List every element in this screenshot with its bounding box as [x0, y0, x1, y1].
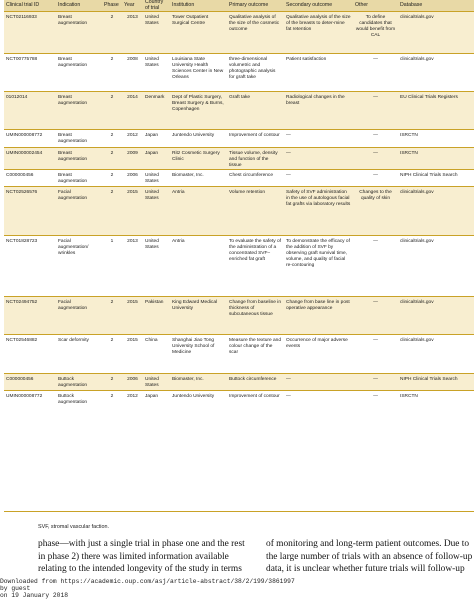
watermark-line: by guest — [0, 585, 31, 593]
cell-institution: Antria — [170, 186, 227, 235]
cell-phase: 2 — [102, 148, 122, 170]
cell-other: — — [353, 54, 398, 92]
body-text-left-column: phase—with just a single trial in phase one and the rest in phase 2) there was limited information available relating to the intended longevity of the study in terms — [38, 539, 245, 575]
cell-phase: 2 — [102, 296, 122, 334]
cell-primary-outcome: Improvement of contour — [227, 390, 284, 407]
table-header-row — [4, 0, 474, 12]
cell-primary-outcome: Graft take — [227, 92, 284, 130]
cell-year: 2009 — [122, 148, 143, 170]
cell-phase: 2 — [102, 373, 122, 390]
cell-trial-id: UMIN000008772 — [4, 390, 56, 407]
cell-secondary-outcome: Qualitative analysis of the size of the breasts to deter-mine fat retention — [284, 12, 353, 54]
watermark-line: Downloaded from https://academic.oup.com/asj/article-abstract/38/2/199/3861997 — [0, 578, 295, 585]
cell-trial-id: NCT02494752 — [4, 296, 56, 334]
cell-indication: Breast augmentation — [56, 12, 102, 54]
cell-secondary-outcome: Patient satisfaction — [284, 54, 353, 92]
table-row — [4, 12, 474, 54]
cell-trial-id: C000000456 — [4, 169, 56, 186]
cell-country: United States — [143, 169, 170, 186]
cell-secondary-outcome: To demonstrate the efficacy of the addition of SVF by observing graft survival time, volume, and quality of facial re-contouring — [284, 235, 353, 296]
cell-database: NIPH Clinical Trials Search — [398, 373, 474, 390]
cell-trial-id: C000000456 — [4, 373, 56, 390]
cell-indication: Buttock augmentation — [56, 390, 102, 407]
cell-indication: Facial augmentation/ wrinkles — [56, 235, 102, 296]
cell-other: — — [353, 169, 398, 186]
table-row — [4, 169, 474, 186]
cell-primary-outcome: Qualitative analysis of the size of the cosmetic outcome — [227, 12, 284, 54]
cell-phase: 2 — [102, 186, 122, 235]
header-primary-outcome: Primary outcome — [229, 1, 269, 8]
cell-country: Denmark — [143, 92, 170, 130]
cell-database: ISRCTN — [398, 390, 474, 407]
cell-database: clinicaltrials.gov — [398, 186, 474, 235]
cell-other: — — [353, 148, 398, 170]
cell-trial-id: 01012014 — [4, 92, 56, 130]
cell-institution: Biomaster, Inc. — [170, 373, 227, 390]
cell-trial-id: NCT02526576 — [4, 186, 56, 235]
cell-phase: 2 — [102, 390, 122, 407]
cell-phase: 2 — [102, 169, 122, 186]
cell-institution: Shanghai Jiao Tong University School of Medicine — [170, 334, 227, 373]
cell-country: Japan — [143, 148, 170, 170]
cell-year: 2015 — [122, 334, 143, 373]
table-row — [4, 92, 474, 130]
header-clinical-trial-id: Clinical trial ID — [6, 1, 40, 8]
table-row — [4, 235, 474, 296]
cell-database: clinicaltrials.gov — [398, 296, 474, 334]
cell-phase: 2 — [102, 130, 122, 148]
cell-other: — — [353, 235, 398, 296]
table-row — [4, 373, 474, 390]
cell-secondary-outcome: — — [284, 148, 353, 170]
table-row — [4, 54, 474, 92]
header-phase: Phase — [104, 1, 119, 8]
cell-phase: 2 — [102, 92, 122, 130]
header-other: Other — [355, 1, 368, 8]
cell-database: NIPH Clinical Trials Search — [398, 169, 474, 186]
cell-other: — — [353, 296, 398, 334]
cell-primary-outcome: Measure the texture and colour change of the scar — [227, 334, 284, 373]
cell-database: clinicaltrials.gov — [398, 12, 474, 54]
cell-indication: Breast augmentation — [56, 130, 102, 148]
table-row — [4, 390, 474, 407]
cell-institution: King Edward Medical University — [170, 296, 227, 334]
watermark-line: on 19 January 2018 — [0, 592, 69, 600]
cell-secondary-outcome: — — [284, 390, 353, 407]
cell-trial-id: NCT02116933 — [4, 12, 56, 54]
cell-year: 2013 — [122, 12, 143, 54]
header-indication: Indication — [58, 1, 81, 8]
cell-phase: 2 — [102, 334, 122, 373]
cell-year: 2008 — [122, 54, 143, 92]
cell-secondary-outcome: — — [284, 373, 353, 390]
cell-indication: Breast augmentation — [56, 92, 102, 130]
cell-primary-outcome: Chest circumference — [227, 169, 284, 186]
cell-other: — — [353, 334, 398, 373]
cell-other: Changes to the quality of skin — [353, 186, 398, 235]
cell-other: — — [353, 373, 398, 390]
cell-trial-id: UMIN000008772 — [4, 130, 56, 148]
cell-institution: Biomaster, Inc. — [170, 169, 227, 186]
cell-secondary-outcome: — — [284, 169, 353, 186]
cell-other: To define candidates that would benefit from CAL — [353, 12, 398, 54]
cell-secondary-outcome: Occurrence of major adverse events — [284, 334, 353, 373]
cell-country: United States — [143, 54, 170, 92]
cell-year: 2012 — [122, 390, 143, 407]
cell-country: Japan — [143, 390, 170, 407]
cell-country: United States — [143, 186, 170, 235]
header-institution: Institution — [172, 1, 195, 8]
cell-trial-id: NCT02546882 — [4, 334, 56, 373]
cell-year: 2015 — [122, 296, 143, 334]
cell-primary-outcome: three-dimensional volumetric and photographic analysis for graft take — [227, 54, 284, 92]
cell-database: clinicaltrials.gov — [398, 235, 474, 296]
cell-country: Japan — [143, 130, 170, 148]
cell-indication: Buttock augmentation — [56, 373, 102, 390]
cell-database: clinicaltrials.gov — [398, 334, 474, 373]
cell-institution: Dept of Plastic Surgery, Breast Surgery & Burns, Copenhagen — [170, 92, 227, 130]
header-year: Year — [124, 1, 135, 8]
cell-country: United States — [143, 373, 170, 390]
header-secondary-outcome: Secondary outcome — [286, 1, 333, 8]
cell-country: United States — [143, 235, 170, 296]
cell-institution: Ritz Cosmetic Surgery Clinic — [170, 148, 227, 170]
cell-country: China — [143, 334, 170, 373]
cell-trial-id: NCT00775788 — [4, 54, 56, 92]
cell-primary-outcome: Change from baseline in thickness of subcutaneous tissue — [227, 296, 284, 334]
cell-secondary-outcome: Radiological changes in the breast — [284, 92, 353, 130]
cell-indication: Breast augmentation — [56, 54, 102, 92]
cell-trial-id: UMIN000002454 — [4, 148, 56, 170]
download-watermark — [0, 578, 295, 600]
cell-indication: Facial augmentation — [56, 186, 102, 235]
table-body — [4, 12, 474, 408]
cell-primary-outcome: Volume retention — [227, 186, 284, 235]
cell-primary-outcome: Improvement of contour — [227, 130, 284, 148]
cell-country: United States — [143, 12, 170, 54]
cell-secondary-outcome: Safety of SVF administration in the use of autologous facial fat grafts via laboratory results — [284, 186, 353, 235]
cell-primary-outcome: To evaluate the safety of the administration of a concentrated SVF–enriched fat graft — [227, 235, 284, 296]
cell-institution: Antria — [170, 235, 227, 296]
cell-other: — — [353, 92, 398, 130]
trials-table-container — [4, 0, 474, 512]
table-footnote: SVF, stromal vascular faction. — [38, 524, 110, 530]
cell-database: ISRCTN — [398, 130, 474, 148]
cell-phase: 2 — [102, 54, 122, 92]
table-row — [4, 296, 474, 334]
cell-database: EU Clinical Trials Registers — [398, 92, 474, 130]
cell-year: 2006 — [122, 169, 143, 186]
cell-institution: Tower Outpatient Surgical Centre — [170, 12, 227, 54]
cell-phase: 1 — [102, 235, 122, 296]
cell-year: 2013 — [122, 235, 143, 296]
cell-institution: Louisiana State University Health Sciences Center in New Orleans — [170, 54, 227, 92]
cell-indication: Breast augmentation — [56, 169, 102, 186]
cell-year: 2012 — [122, 130, 143, 148]
cell-indication: Breast augmentation — [56, 148, 102, 170]
header-country: Country of trial — [145, 0, 164, 11]
clinical-trials-table — [4, 0, 474, 407]
table-row — [4, 148, 474, 170]
cell-indication: Scar deformity — [56, 334, 102, 373]
cell-database: ISRCTN — [398, 148, 474, 170]
cell-institution: Juntendo University — [170, 130, 227, 148]
cell-secondary-outcome: Change from base line in post operative appearance — [284, 296, 353, 334]
cell-institution: Juntendo University — [170, 390, 227, 407]
cell-other: — — [353, 130, 398, 148]
cell-other: — — [353, 390, 398, 407]
cell-year: 2006 — [122, 373, 143, 390]
cell-indication: Facial augmentation — [56, 296, 102, 334]
cell-year: 2014 — [122, 92, 143, 130]
cell-secondary-outcome: — — [284, 130, 353, 148]
cell-phase: 2 — [102, 12, 122, 54]
cell-database: clinicaltrials.gov — [398, 54, 474, 92]
cell-country: Pakistan — [143, 296, 170, 334]
body-text-right-column: of monitoring and long-term patient outcomes. Due to the large number of trials with an absence of follow-up data, it is unclear whether future trials will follow-up — [266, 539, 473, 575]
cell-primary-outcome: Tissue volume, density and function of the tissue — [227, 148, 284, 170]
table-row — [4, 334, 474, 373]
header-database: Database — [400, 1, 423, 8]
cell-primary-outcome: Buttock circumference — [227, 373, 284, 390]
table-row — [4, 130, 474, 148]
cell-trial-id: NCT01828723 — [4, 235, 56, 296]
table-row — [4, 186, 474, 235]
cell-year: 2015 — [122, 186, 143, 235]
